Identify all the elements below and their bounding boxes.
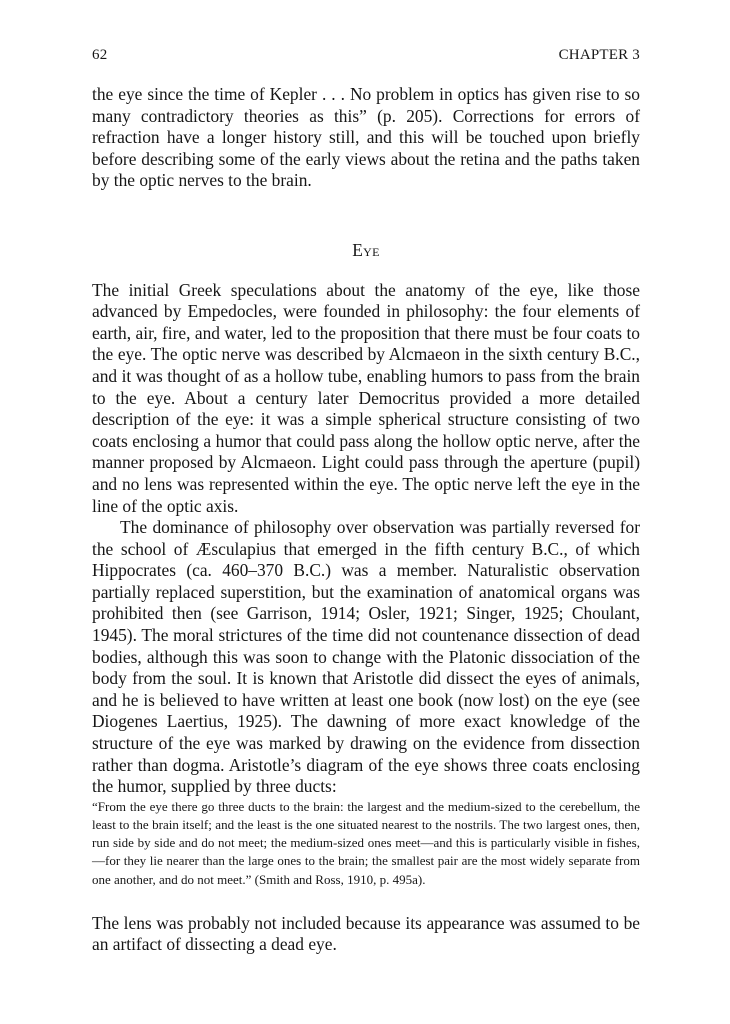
page-number: 62	[92, 47, 108, 63]
paragraph-eye-anatomy: The initial Greek speculations about the anatomy of the eye, like those advanced by Empedocles, were founded in philosophy: the four elements of earth, air, fire, and water, led to the proposition that there must be four coats to the eye. The optic nerve was described by Alcmaeon in the sixth century B.C., and it was thought of as a hollow tube, enabling humors to pass from the brain to the eye. About a century later Democritus provided a more detailed description of the eye: it was a simple spherical structure consisting of two coats enclosing a humor that could pass along the hollow optic nerve, after the manner proposed by Alcmaeon. Light could pass through the aperture (pupil) and no lens was represented within the eye. The optic nerve left the eye in the line of the optic axis.	[92, 279, 640, 516]
block-quote: “From the eye there go three ducts to the brain: the largest and the medium-sized to the cerebellum, the least to the brain itself; and the least is the one situated nearest to the nostrils. The two largest ones, then, run side by side and do not meet; the medium-sized ones meet—and this is particularly visible in fishes,—for they lie nearer than the large ones to the brain; the smallest pair are the most widely separate from one another, and do not meet.” (Smith and Ross, 1910, p. 495a).	[92, 798, 640, 887]
section-heading: Eye	[352, 239, 380, 260]
intro-paragraph: the eye since the time of Kepler . . . No problem in optics has given rise to so many contradictory theories as this” (p. 205). Corrections for errors of refraction have a longer history still, and this will be touched upon briefly before describing some of the early views about the retina and the paths taken by the optic nerves to the brain.	[92, 84, 640, 191]
page-body	[92, 84, 640, 956]
paragraph-philosophy-observation: The dominance of philosophy over observation was partially reversed for the school of Æsculapius that emerged in the fifth century B.C., of which Hippocrates (ca. 460–370 B.C.) was a member. Naturalistic observation partially replaced superstition, but the examination of anatomical organs was prohibited then (see Garrison, 1914; Osler, 1921; Singer, 1925; Choulant, 1945). The moral strictures of the time did not countenance dissection of dead bodies, although this was soon to change with the Platonic dissociation of the body from the soul. It is known that Aristotle did dissect the eyes of animals, and he is believed to have written at least one book (now lost) on the eye (see Diogenes Laertius, 1925). The dawning of more exact knowledge of the structure of the eye was marked by drawing on the evidence from dissection rather than dogma. Aristotle’s diagram of the eye shows three coats enclosing the humor, supplied by three ducts:	[92, 517, 640, 797]
running-head: CHAPTER 3	[558, 47, 640, 63]
closing-paragraph: The lens was probably not included because its appearance was assumed to be an artifact of dissecting a dead eye.	[92, 912, 640, 955]
